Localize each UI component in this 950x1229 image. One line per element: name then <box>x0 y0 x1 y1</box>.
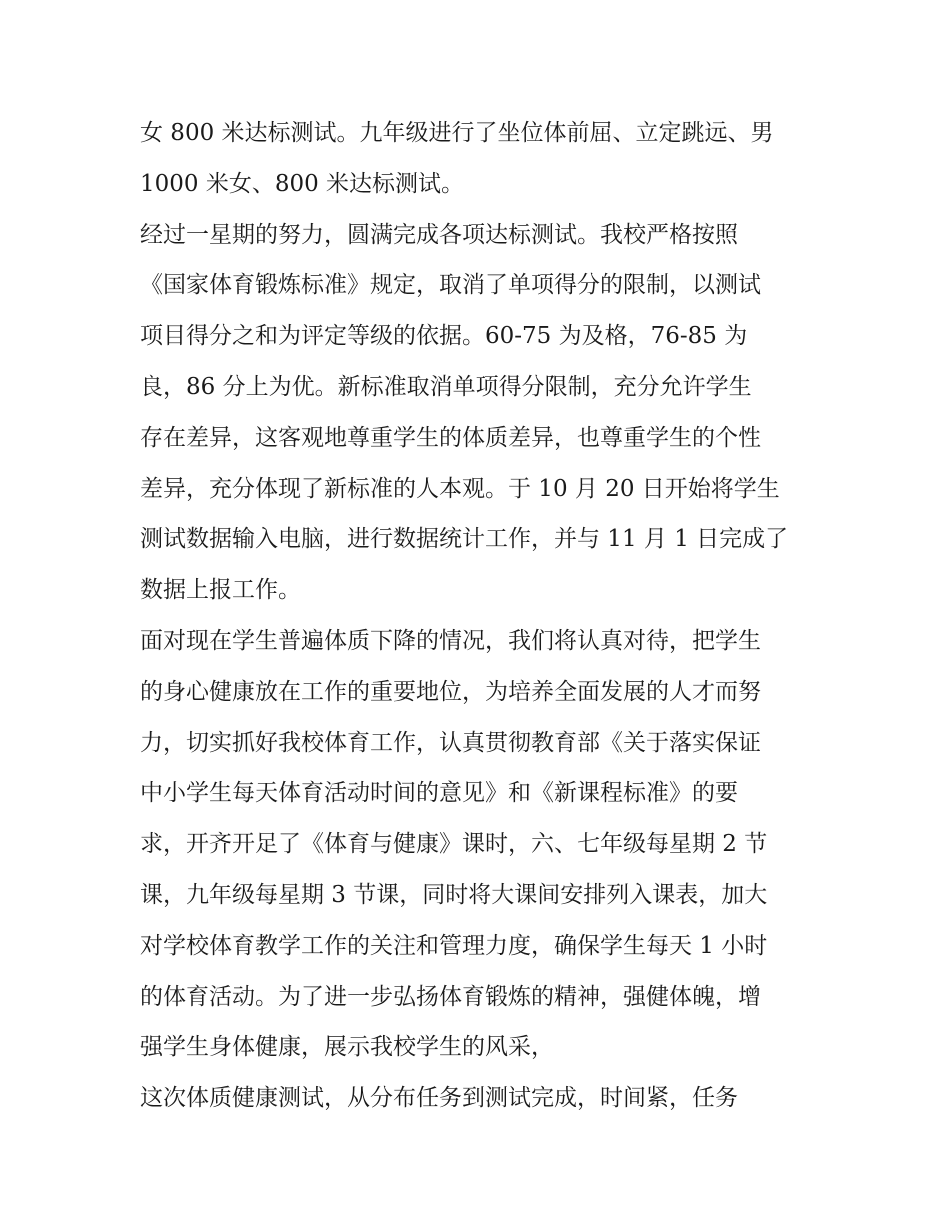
text-line: 良，86 分上为优。新标准取消单项得分限制，充分允许学生 <box>140 373 752 400</box>
text-line: 力，切实抓好我校体育工作，认真贯彻教育部《关于落实保证 <box>140 729 761 756</box>
text-line: 的体育活动。为了进一步弘扬体育锻炼的精神，强健体魄，增 <box>140 983 761 1010</box>
text-line: 这次体质健康测试，从分布任务到测试完成，时间紧，任务 <box>140 1085 738 1112</box>
text-line: 存在差异，这客观地尊重学生的体质差异，也尊重学生的个性 <box>140 424 761 451</box>
text-line: 的身心健康放在工作的重要地位，为培养全面发展的人才而努 <box>140 678 761 705</box>
text-line: 1000 米女、800 米达标测试。 <box>140 170 465 197</box>
text-line: 测试数据输入电脑，进行数据统计工作，并与 11 月 1 日完成了 <box>140 526 789 553</box>
text-line: 中小学生每天体育活动时间的意见》和《新课程标准》的要 <box>140 780 738 807</box>
text-line: 面对现在学生普遍体质下降的情况，我们将认真对待，把学生 <box>140 627 761 654</box>
text-line: 项目得分之和为评定等级的依据。60-75 为及格，76-85 为 <box>140 323 748 350</box>
text-line: 求，开齐开足了《体育与健康》课时，六、七年级每星期 2 节 <box>140 831 768 858</box>
text-line: 经过一星期的努力，圆满完成各项达标测试。我校严格按照 <box>140 221 738 248</box>
text-line: 《国家体育锻炼标准》规定，取消了单项得分的限制，以测试 <box>140 272 761 299</box>
text-line: 对学校体育教学工作的关注和管理力度，确保学生每天 1 小时 <box>140 932 768 959</box>
text-line: 强学生身体健康，展示我校学生的风采， <box>140 1034 554 1061</box>
text-line: 差异，充分体现了新标准的人本观。于 10 月 20 日开始将学生 <box>140 475 780 502</box>
text-line: 数据上报工作。 <box>140 577 301 604</box>
text-line: 课，九年级每星期 3 节课，同时将大课间安排列入课表，加大 <box>140 881 768 908</box>
text-line: 女 800 米达标测试。九年级进行了坐位体前屈、立定跳远、男 <box>140 120 774 146</box>
document-body <box>140 108 820 1124</box>
